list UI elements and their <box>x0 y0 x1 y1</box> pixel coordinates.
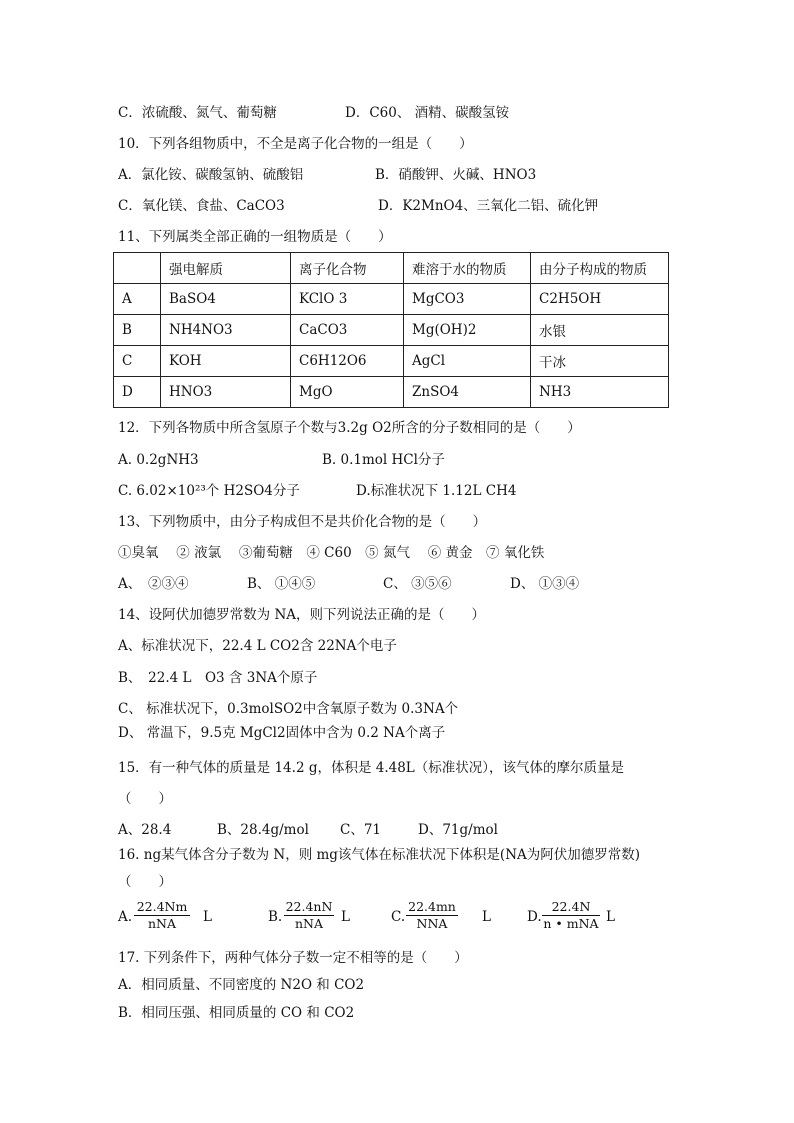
q16-option-c-letter: C. <box>391 909 406 925</box>
q13-option-d: D、 ①③④ <box>510 576 580 592</box>
table-header-cell: 由分子构成的物质 <box>531 253 669 284</box>
q9-option-c: C．浓硫酸、氮气、葡萄糖 <box>118 105 277 121</box>
q15-option-c: C、71 <box>340 822 382 838</box>
q13-stem: 13、下列物质中，由分子构成但不是共价化合物的是（ ） <box>118 514 487 530</box>
q10-option-d: D．K2MnO4、三氧化二铝、硫化钾 <box>378 198 599 214</box>
q11-stem: 11、下列属类全部正确的一组物质是（ ） <box>118 229 392 245</box>
table-cell: D <box>114 377 161 408</box>
q12-stem: 12．下列各物质中所含氢原子个数与3.2g O2所含的分子数相同的是（ ） <box>118 420 581 436</box>
q14-option-c: C、 标准状况下，0.3molSO2中含氧原子数为 0.3NA个 <box>118 701 459 717</box>
table-cell: HNO3 <box>161 377 291 408</box>
q15-option-a: A、28.4 <box>118 822 172 838</box>
q16-option-c-unit: L <box>482 909 491 925</box>
table-cell: 干冰 <box>531 346 669 377</box>
table-header-cell <box>114 253 161 284</box>
q16-option-b-letter: B. <box>268 909 283 925</box>
q16-option-d-letter: D. <box>527 909 542 925</box>
table-cell: ZnSO4 <box>404 377 531 408</box>
q15-option-d: D、71g/mol <box>418 822 498 838</box>
fraction-numerator: 22.4nN <box>285 899 333 914</box>
fraction-numerator: 22.4N <box>542 899 600 916</box>
q14-option-a: A、标准状况下，22.4 L CO2含 22NA个电子 <box>118 638 397 654</box>
q14-stem: 14、设阿伏加德罗常数为 NA，则下列说法正确的是（ ） <box>118 607 486 623</box>
q9-option-d: D．C60、 酒精、碳酸氢铵 <box>345 105 510 121</box>
q14-option-d: D、 常温下，9.5克 MgCl2固体中含为 0.2 NA个离子 <box>118 725 446 741</box>
q10-stem: 10．下列各组物质中，不全是离子化合物的一组是（ ） <box>118 136 473 152</box>
q10-option-a: A．氯化铵、碳酸氢钠、硫酸铝 <box>118 167 304 183</box>
q15-option-b: B、28.4g/mol <box>217 822 309 838</box>
q16-option-a-fraction <box>134 899 190 932</box>
q12-option-d: D.标准状况下 1.12L CH4 <box>356 483 517 499</box>
q17-stem: 17. 下列条件下，两种气体分子数一定不相等的是（ ） <box>118 950 468 966</box>
q16-stem: 16. ng某气体含分子数为 N，则 mg该气体在标准状况下体积是(NA为阿伏加德罗常数) <box>118 847 641 863</box>
q12-option-c: C. 6.02×10²³个 H2SO4分子 <box>118 483 300 499</box>
fraction-denominator: nNA <box>294 916 323 931</box>
table-row <box>114 346 669 377</box>
q16-option-a-unit: L <box>203 909 212 925</box>
table-cell: Mg(OH)2 <box>404 315 531 346</box>
table-cell: C6H12O6 <box>291 346 404 377</box>
fraction-denominator: NNA <box>416 916 448 931</box>
q13-option-b: B、 ①④⑤ <box>247 576 316 592</box>
table-cell: CaCO3 <box>291 315 404 346</box>
table-header-row <box>114 253 669 284</box>
table-cell: NH3 <box>531 377 669 408</box>
table-cell: C2H5OH <box>531 284 669 315</box>
table-cell: MgCO3 <box>404 284 531 315</box>
q16-option-b-fraction <box>284 899 334 932</box>
table-row <box>114 315 669 346</box>
q16-option-d-fraction <box>542 899 600 932</box>
table-cell: KClO 3 <box>291 284 404 315</box>
table-cell: B <box>114 315 161 346</box>
q17-option-a: A．相同质量、不同密度的 N2O 和 CO2 <box>118 977 365 993</box>
table-cell: C <box>114 346 161 377</box>
q16-option-c-fraction <box>406 899 458 932</box>
table-cell: KOH <box>161 346 291 377</box>
q13-option-c: C、 ③⑤⑥ <box>383 576 452 592</box>
q12-option-b: B. 0.1mol HCl分子 <box>322 452 445 468</box>
q16-option-a-letter: A. <box>118 909 133 925</box>
fraction-denominator: n • mNA <box>543 916 599 931</box>
q16-answer-paren: （ ） <box>118 874 172 890</box>
table-row <box>114 284 669 315</box>
table-cell: MgO <box>291 377 404 408</box>
q16-option-b-unit: L <box>341 909 350 925</box>
table-cell: 水银 <box>531 315 669 346</box>
fraction-numerator: 22.4mn <box>406 899 458 916</box>
q10-option-b: B．硝酸钾、火碱、HNO3 <box>375 167 537 183</box>
q15-answer-paren: （ ） <box>118 791 172 807</box>
table-cell: AgCl <box>404 346 531 377</box>
fraction-denominator: nNA <box>147 916 176 931</box>
q10-option-c: C．氧化镁、食盐、CaCO3 <box>118 198 285 214</box>
q16-option-d-unit: L <box>606 909 615 925</box>
table-row <box>114 377 669 408</box>
q12-option-a: A. 0.2gNH3 <box>118 452 199 468</box>
q14-option-b: B、 22.4 L O3 含 3NA个原子 <box>118 670 318 686</box>
q15-stem: 15．有一种气体的质量是 14.2 g，体积是 4.48L（标准状况），该气体的摩尔质量是 <box>118 760 625 776</box>
q17-option-b: B．相同压强、相同质量的 CO 和 CO2 <box>118 1005 355 1021</box>
table-header-cell: 离子化合物 <box>291 253 404 284</box>
q13-items: ①臭氧 ② 液氯 ③葡萄糖 ④ C60 ⑤ 氮气 ⑥ 黄金 ⑦ 氧化铁 <box>118 545 545 561</box>
table-cell: BaSO4 <box>161 284 291 315</box>
table-cell: NH4NO3 <box>161 315 291 346</box>
table-header-cell: 难溶于水的物质 <box>404 253 531 284</box>
table-header-cell: 强电解质 <box>161 253 291 284</box>
q13-option-a: A、 ②③④ <box>118 576 189 592</box>
fraction-numerator: 22.4Nm <box>134 899 190 916</box>
q11-table <box>113 252 669 408</box>
table-cell: A <box>114 284 161 315</box>
